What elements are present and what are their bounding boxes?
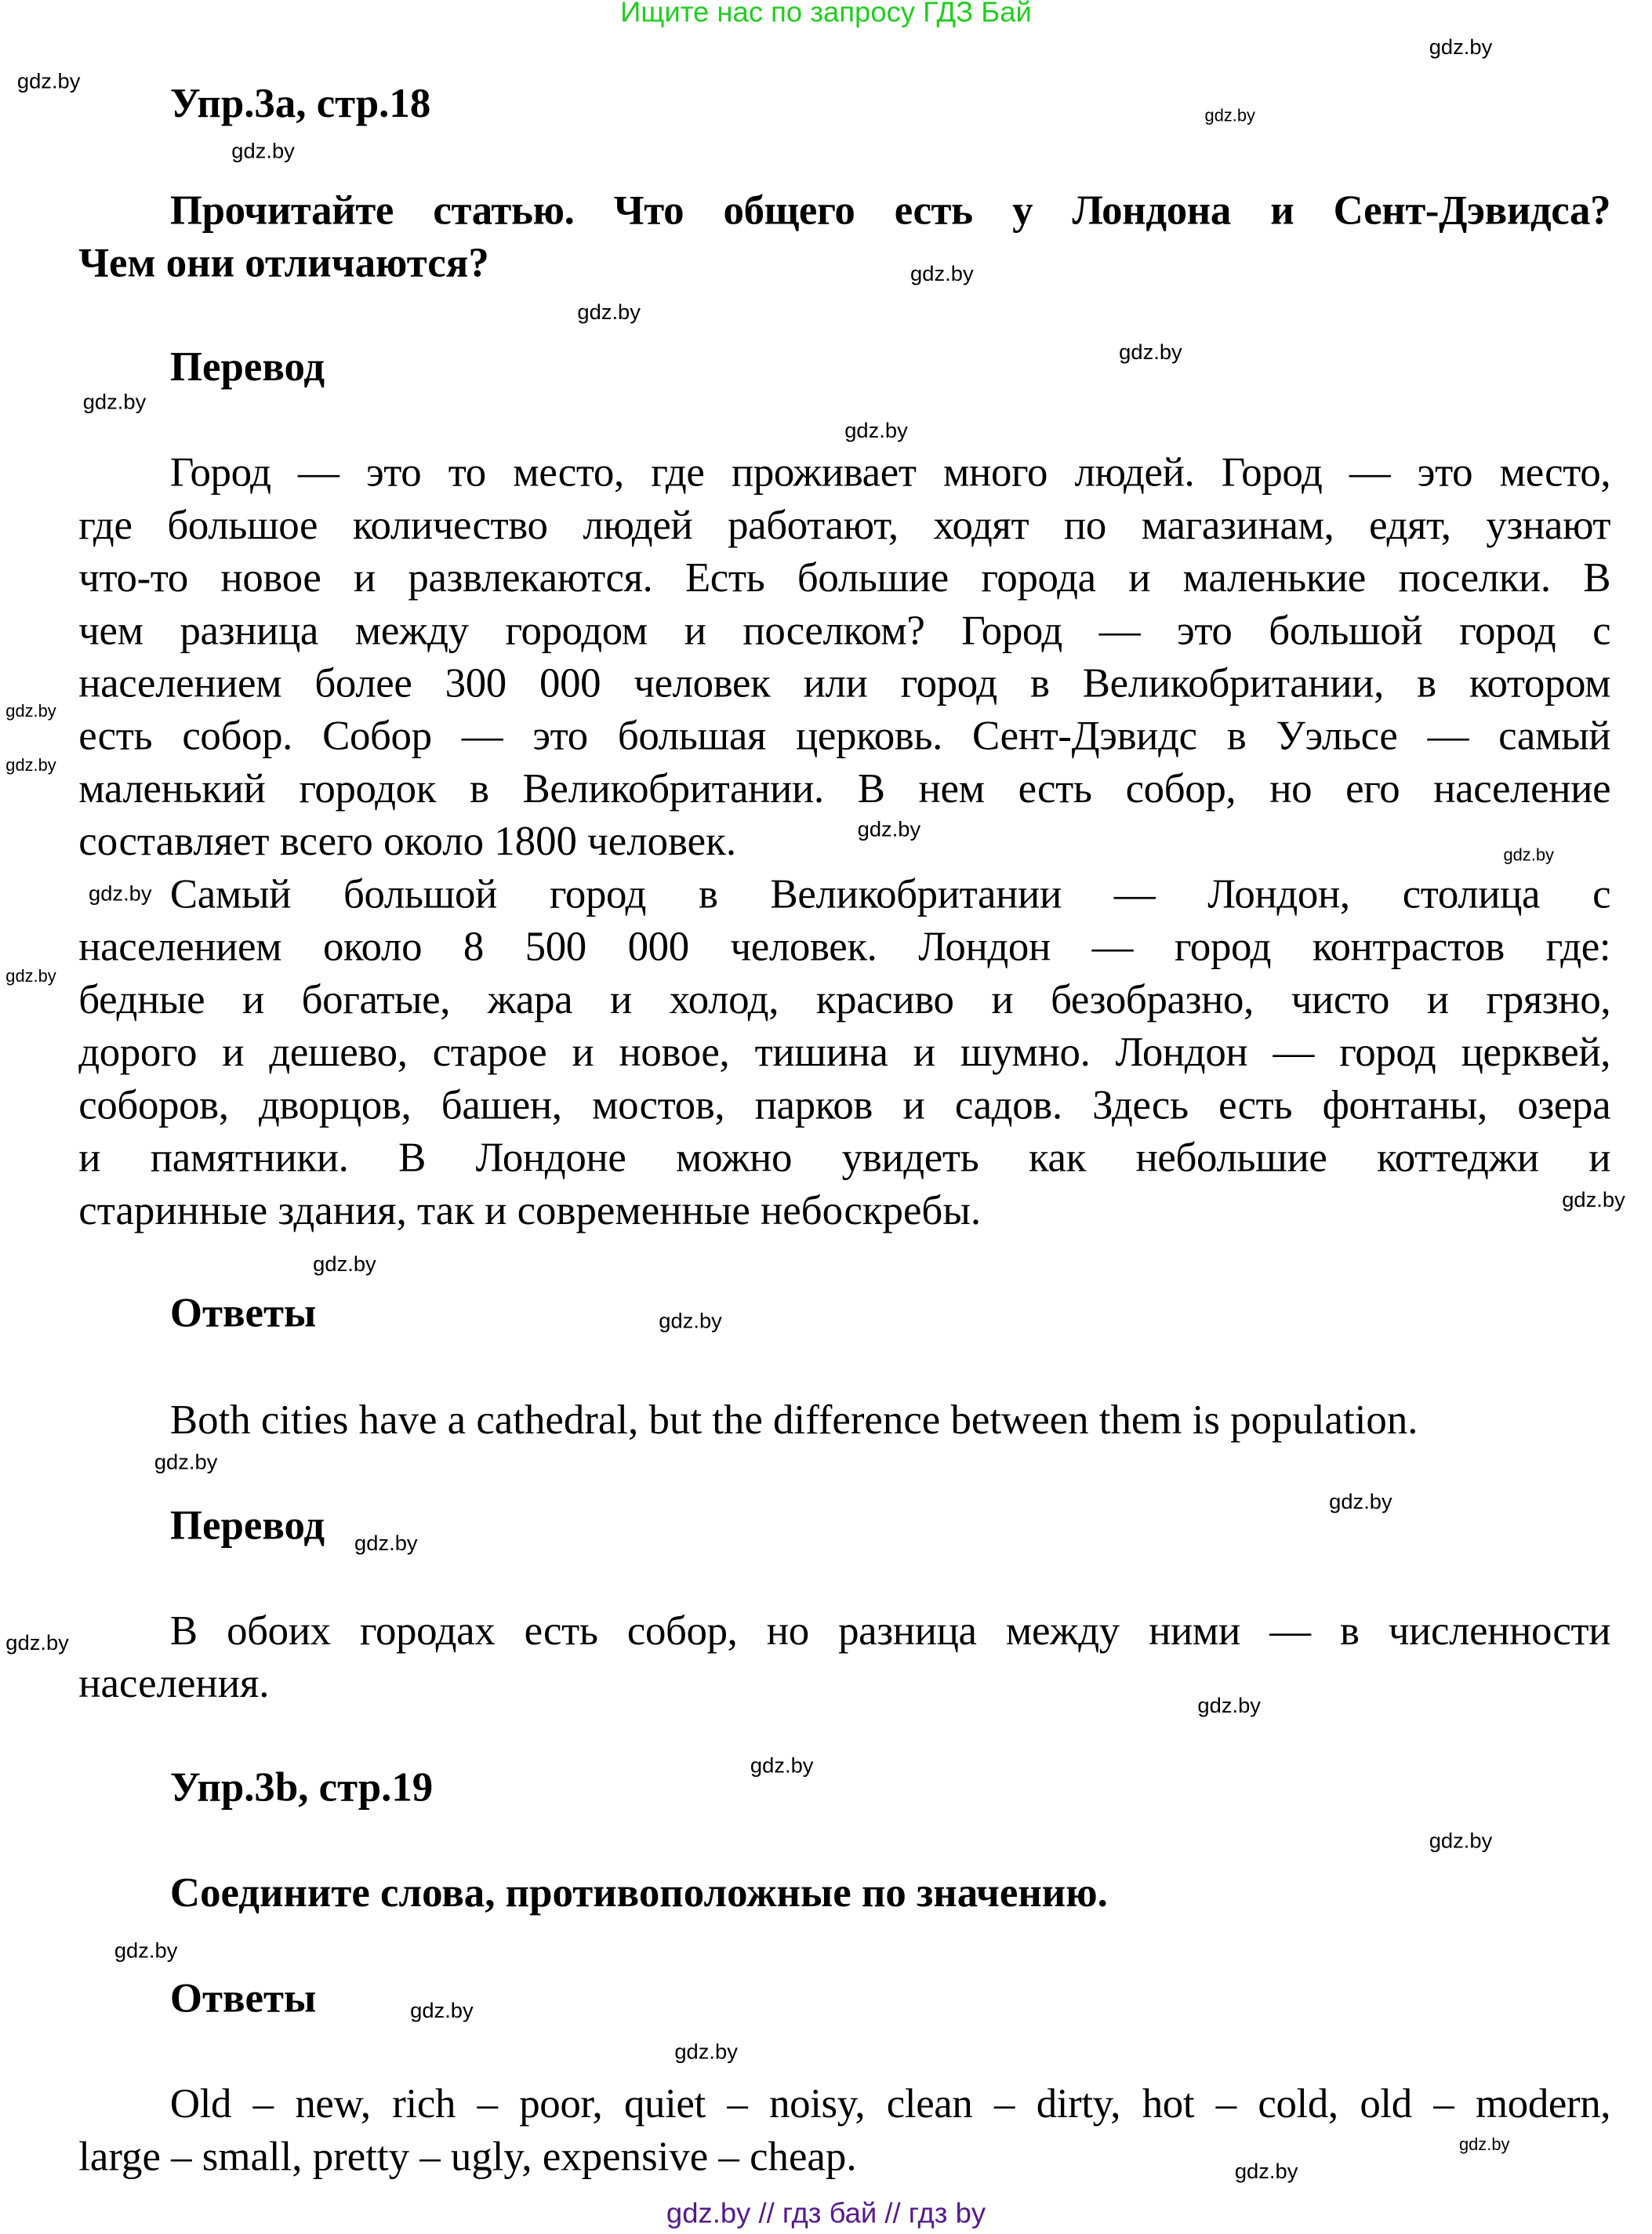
footer-links[interactable]: gdz.by // гдз бай // гдз by xyxy=(666,2198,986,2230)
text-line: населением более 300 000 человек или город в Великобритании, в котором xyxy=(78,661,1611,707)
answers-heading: Ответы xyxy=(169,1976,317,2022)
watermark: gdz.by xyxy=(674,2040,738,2065)
watermark: gdz.by xyxy=(313,1252,376,1277)
watermark: gdz.by xyxy=(1503,845,1554,865)
exercise-3b-task: Соедините слова, противоположные по значению. xyxy=(169,1870,1108,1916)
text-line: есть собор. Собор — это большая церковь. Сент-Дэвидс в Уэльсе — самый xyxy=(78,714,1611,760)
watermark: gdz.by xyxy=(231,140,295,164)
answer-translation-line: населения. xyxy=(78,1661,270,1707)
text-line: где большое количество людей работают, ходят по магазинам, едят, узнают xyxy=(78,503,1611,549)
text-line: что-то новое и развлекаются. Есть большие города и маленькие поселки. В xyxy=(78,555,1611,601)
watermark: gdz.by xyxy=(1562,1188,1625,1213)
watermark: gdz.by xyxy=(82,390,147,415)
text-line: соборов, дворцов, башен, мостов, парков и садов. Здесь есть фонтаны, озера xyxy=(78,1082,1611,1129)
watermark: gdz.by xyxy=(410,1999,474,2024)
watermark: gdz.by xyxy=(1429,1829,1493,1854)
text-line: чем разница между городом и поселком? Город — это большой город с xyxy=(78,608,1611,655)
text-line: маленький городок в Великобритании. В нем есть собор, но его население xyxy=(78,766,1611,812)
translation-heading: Перевод xyxy=(169,1502,325,1549)
watermark: gdz.by xyxy=(750,1753,814,1778)
answers-heading: Ответы xyxy=(169,1291,317,1337)
watermark: gdz.by xyxy=(1119,340,1182,365)
answer-translation-line: В обоих городах есть собор, но разница между ними — в численности xyxy=(169,1608,1611,1655)
watermark: gdz.by xyxy=(114,1938,178,1963)
exercise-3b-title: Упр.3b, стр.19 xyxy=(169,1765,434,1811)
exercise-3a-title: Упр.3a, стр.18 xyxy=(169,81,431,127)
watermark: gdz.by xyxy=(857,817,921,842)
watermark: gdz.by xyxy=(910,262,974,287)
exercise-3a-task: Прочитайте статью. Что общего есть у Лондона и Сент-Дэвидса? xyxy=(169,187,1611,234)
text-line: Город — это то место, где проживает много людей. Город — это место, xyxy=(169,450,1611,496)
watermark: gdz.by xyxy=(154,1450,218,1475)
text-line: дорого и дешево, старое и новое, тишина и шумно. Лондон — город церквей, xyxy=(78,1030,1611,1076)
watermark: gdz.by xyxy=(659,1309,722,1334)
answer-line: Old – new, rich – poor, quiet – noisy, clean – dirty, hot – cold, old – modern, xyxy=(169,2081,1611,2127)
watermark: gdz.by xyxy=(5,700,56,721)
watermark: gdz.by xyxy=(844,419,908,444)
watermark: gdz.by xyxy=(1429,35,1493,60)
watermark: gdz.by xyxy=(5,965,56,986)
watermark: gdz.by xyxy=(5,1631,69,1656)
text-line: и памятники. В Лондоне можно увидеть как небольшие коттеджи и xyxy=(78,1135,1611,1182)
watermark: gdz.by xyxy=(5,755,56,776)
text-line: населением около 8 500 000 человек. Лондон — город контрастов где: xyxy=(78,924,1611,971)
text-line: Самый большой город в Великобритании — Лондон, столица с xyxy=(169,872,1611,918)
exercise-3a-task: Чем они отличаются? xyxy=(78,241,489,287)
translation-heading: Перевод xyxy=(169,344,325,390)
watermark: gdz.by xyxy=(1234,2160,1298,2185)
watermark: gdz.by xyxy=(354,1531,418,1557)
search-banner: Ищите нас по запросу ГДЗ Бай xyxy=(620,0,1032,29)
text-line: бедные и богатые, жара и холод, красиво и безобразно, чисто и грязно, xyxy=(78,977,1611,1023)
text-line: составляет всего около 1800 человек. xyxy=(78,819,737,865)
watermark: gdz.by xyxy=(1197,1694,1261,1719)
answer-line: large – small, pretty – ugly, expensive – cheap. xyxy=(78,2134,857,2181)
answer-text: Both cities have a cathedral, but the difference between them is population. xyxy=(169,1397,1418,1444)
watermark: gdz.by xyxy=(89,881,152,906)
watermark: gdz.by xyxy=(1458,2134,1510,2155)
watermark: gdz.by xyxy=(1329,1490,1392,1515)
watermark: gdz.by xyxy=(577,300,641,325)
watermark: gdz.by xyxy=(16,70,81,94)
watermark: gdz.by xyxy=(1204,105,1255,125)
text-line: старинные здания, так и современные небоскребы. xyxy=(78,1188,982,1234)
